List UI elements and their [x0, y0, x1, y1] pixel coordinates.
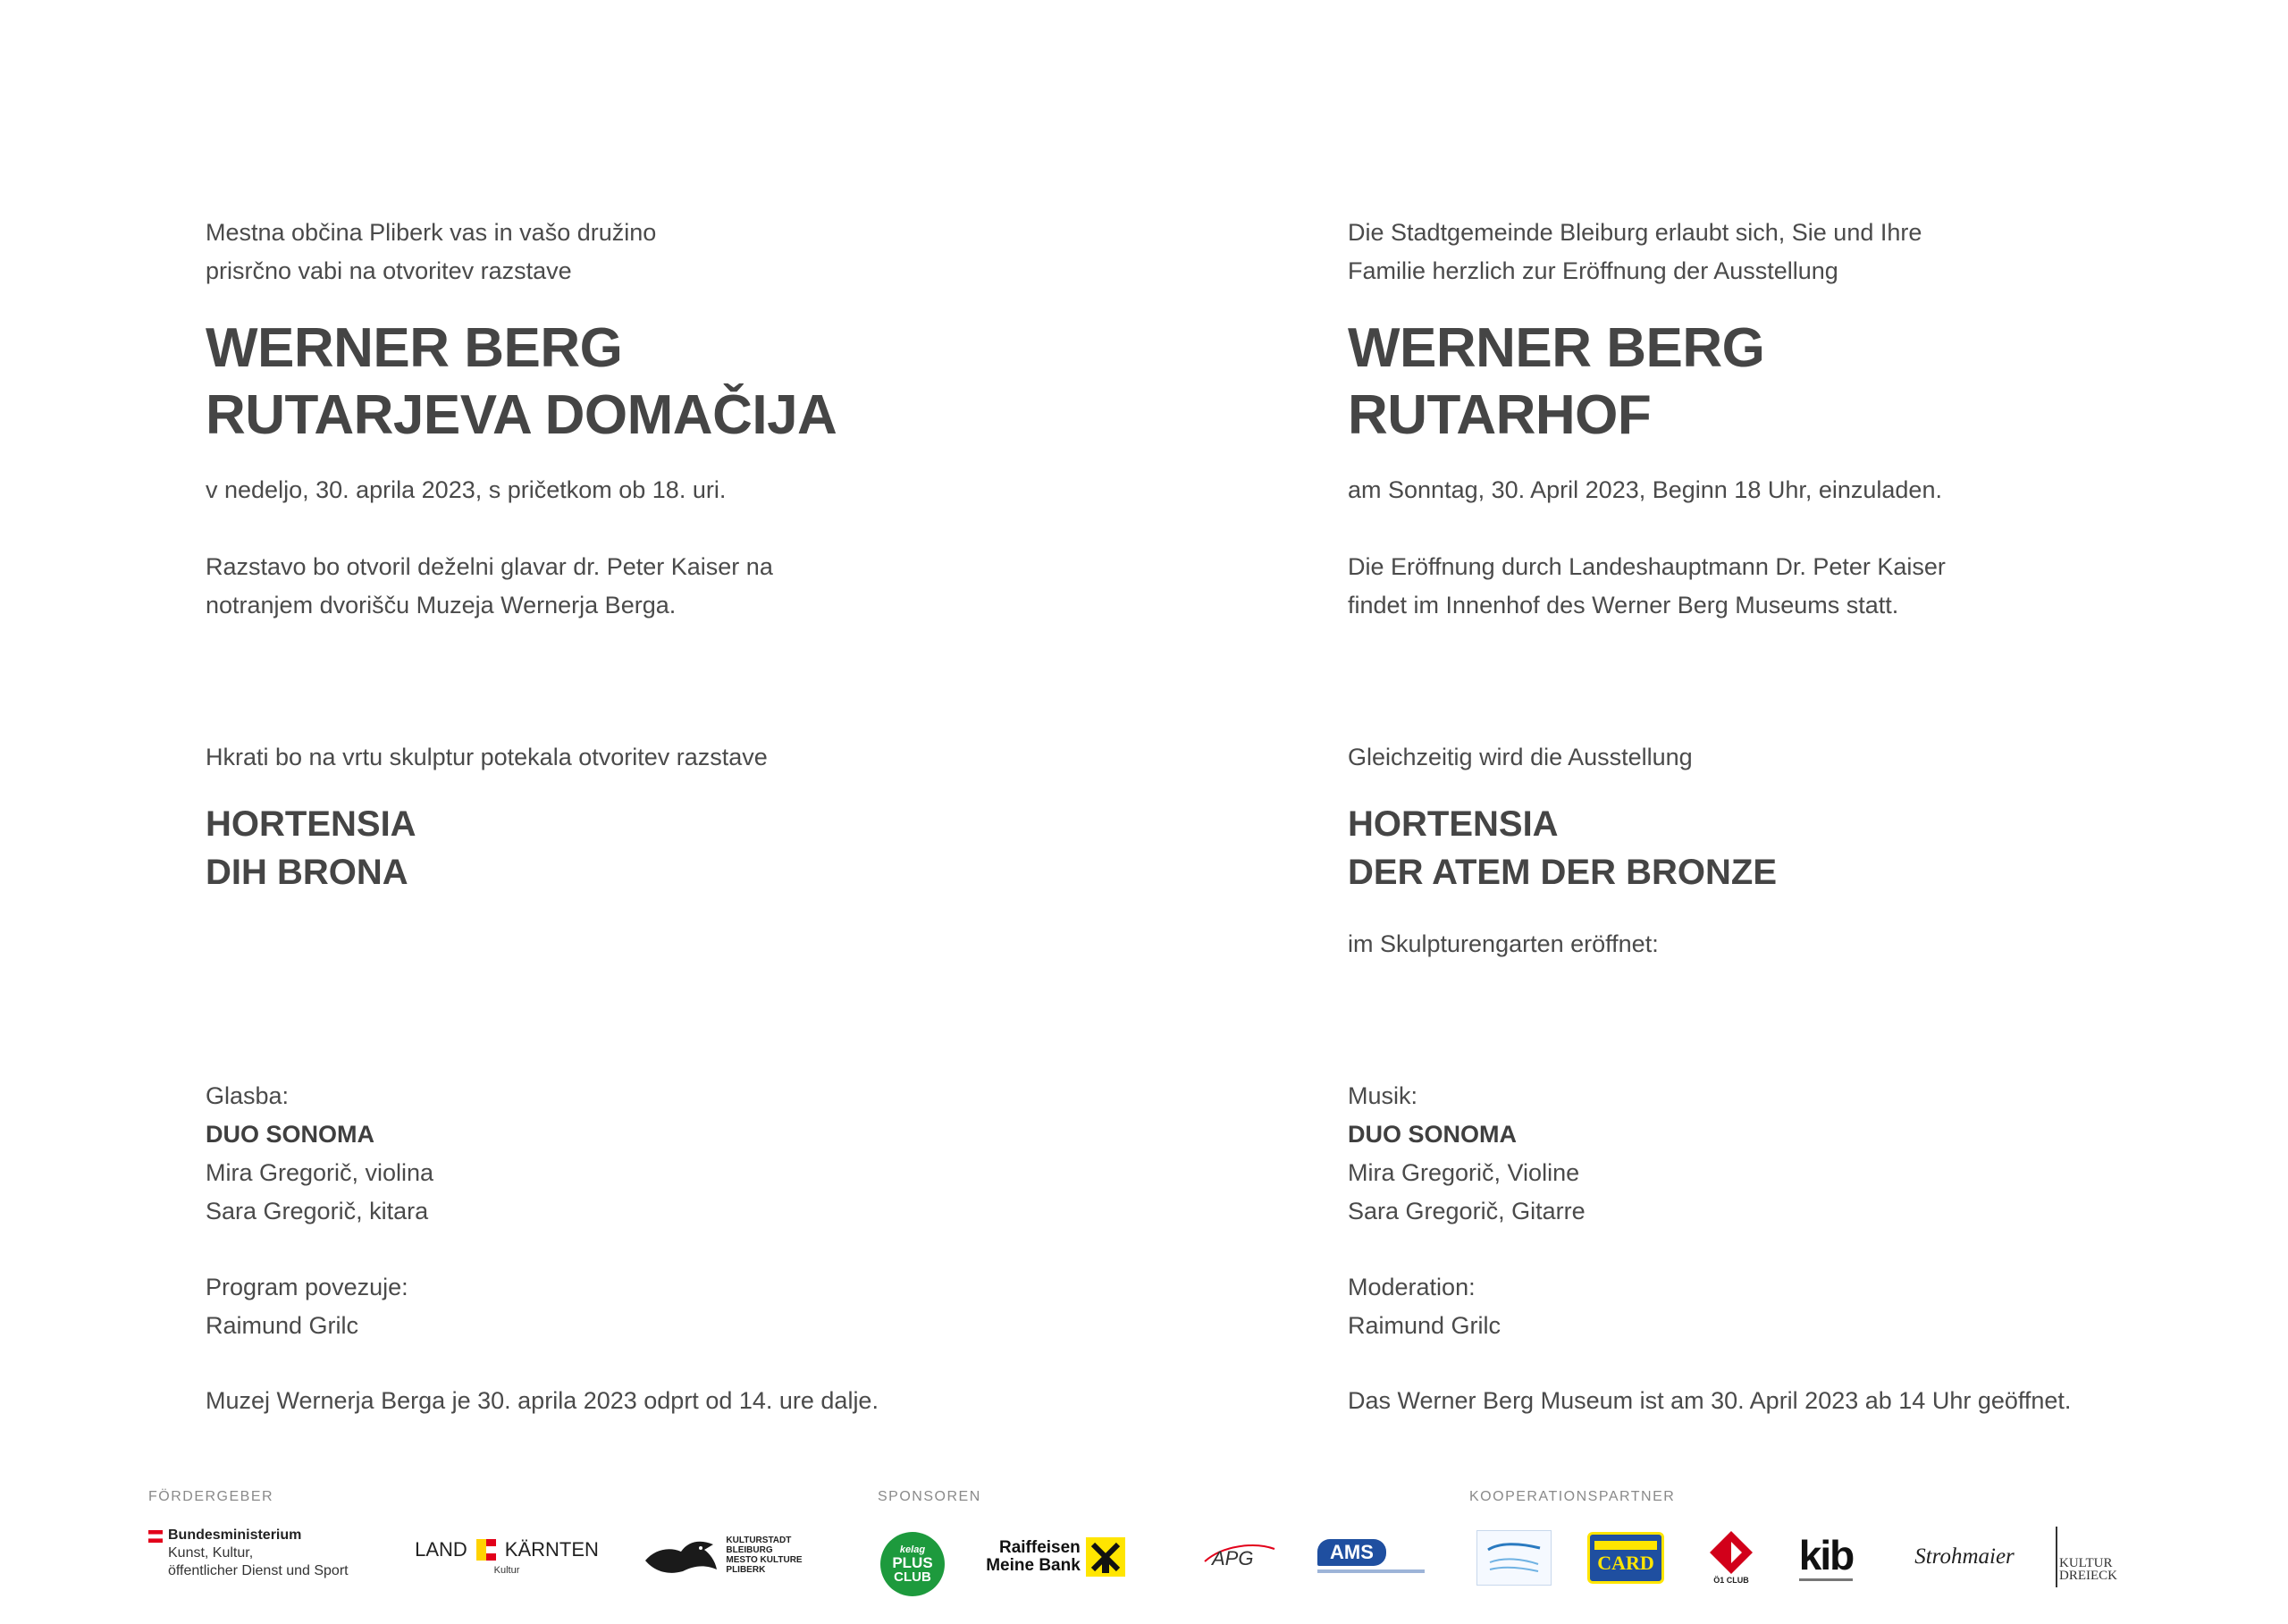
intro-text: Mestna občina Pliberk vas in vašo družino prisrčno vabi na otvoritev razstave [206, 219, 657, 284]
exhibition-title: WERNER BERG RUTARJEVA DOMAČIJA [206, 317, 837, 446]
land-kaernten-logo: LAND KÄRNTEN Kultur [415, 1538, 599, 1576]
second-exhibition-title: HORTENSIA DER ATEM DER BRONZE [1348, 804, 1777, 892]
raiffeisen-gable-icon [1086, 1537, 1125, 1577]
ams-logo: AMS [1317, 1534, 1428, 1578]
bmkoes-logo: Bundesministerium Kunst, Kultur, öffentlicher Dienst und Sport [148, 1527, 390, 1584]
kelag-plus-club-logo: kelag PLUS CLUB [880, 1532, 945, 1596]
apg-logo [1201, 1536, 1278, 1575]
funders-label: FÖRDERGEBER [148, 1489, 274, 1504]
second-exhibition-title: HORTENSIA DIH BRONA [206, 804, 416, 892]
kib-logo: kib [1793, 1527, 1859, 1587]
moderation-block: Program povezuje: Raimund Grilc [206, 1274, 408, 1339]
simultaneous-text: Hkrati bo na vrtu skulptur potekala otvoritev razstave [206, 744, 768, 770]
date-text: v nedeljo, 30. aprila 2023, s pričetkom ob 18. uri. [206, 476, 727, 503]
opening-text: Die Eröffnung durch Landeshauptmann Dr. Peter Kaiser findet im Innenhof des Werner Berg Museums statt. [1348, 553, 1946, 618]
bird-icon [642, 1534, 720, 1577]
intro-text: Die Stadtgemeinde Bleiburg erlaubt sich, Sie und Ihre Familie herzlich zur Eröffnung der Ausstellung [1348, 219, 1922, 284]
after-subtitle-text: im Skulpturengarten eröffnet: [1348, 930, 1659, 957]
opening-text: Razstavo bo otvoril deželni glavar dr. Peter Kaiser na notranjem dvorišču Muzeja Wernerja Berga. [206, 553, 773, 618]
slovenian-column [206, 0, 1189, 1466]
apg-swoosh-icon [1201, 1540, 1278, 1570]
date-text: am Sonntag, 30. April 2023, Beginn 18 Uhr, einzuladen. [1348, 476, 1942, 503]
austria-flag-icon [148, 1530, 163, 1543]
kaernten-coat-icon [476, 1539, 496, 1561]
svg-text:APG: APG [1212, 1547, 1254, 1569]
kulturdreieck-logo: KULTUR DREIECK [2056, 1525, 2138, 1589]
simultaneous-text: Gleichzeitig wird die Ausstellung [1348, 744, 1693, 770]
exhibition-title: WERNER BERG RUTARHOF [1348, 317, 1765, 446]
ensemble-name: DUO SONOMA [206, 1121, 374, 1148]
strohmaier-logo: Strohmaier [1914, 1544, 2015, 1569]
oe1-club-logo: Ö1 CLUB [1703, 1527, 1759, 1587]
partners-label: KOOPERATIONSPARTNER [1469, 1489, 1676, 1504]
german-column [1348, 0, 2288, 1466]
music-block: Musik: DUO SONOMA Mira Gregorič, Violine Sara Gregorič, Gitarre [1348, 1082, 1586, 1224]
sponsors-label: SPONSOREN [878, 1489, 981, 1504]
music-block: Glasba: DUO SONOMA Mira Gregorič, violina Sara Gregorič, kitara [206, 1082, 434, 1224]
klopeiner-see-logo [1476, 1530, 1552, 1586]
kulturstadt-bleiburg-logo: KULTURSTADT BLEIBURG MESTO KULTURE PLIBERK [633, 1528, 812, 1582]
museum-note: Das Werner Berg Museum ist am 30. April 2023 ab 14 Uhr geöffnet. [1348, 1387, 2072, 1414]
oe1-diamond-icon [1708, 1529, 1754, 1576]
museum-note: Muzej Wernerja Berga je 30. aprila 2023 odprt od 14. ure dalje. [206, 1387, 879, 1414]
kaernten-wave-icon [1483, 1537, 1545, 1578]
ensemble-name: DUO SONOMA [1348, 1121, 1517, 1148]
kaernten-card-logo: CARD [1587, 1532, 1664, 1584]
raiffeisen-logo: Raiffeisen Meine Bank [980, 1534, 1131, 1580]
moderation-block: Moderation: Raimund Grilc [1348, 1274, 1502, 1339]
